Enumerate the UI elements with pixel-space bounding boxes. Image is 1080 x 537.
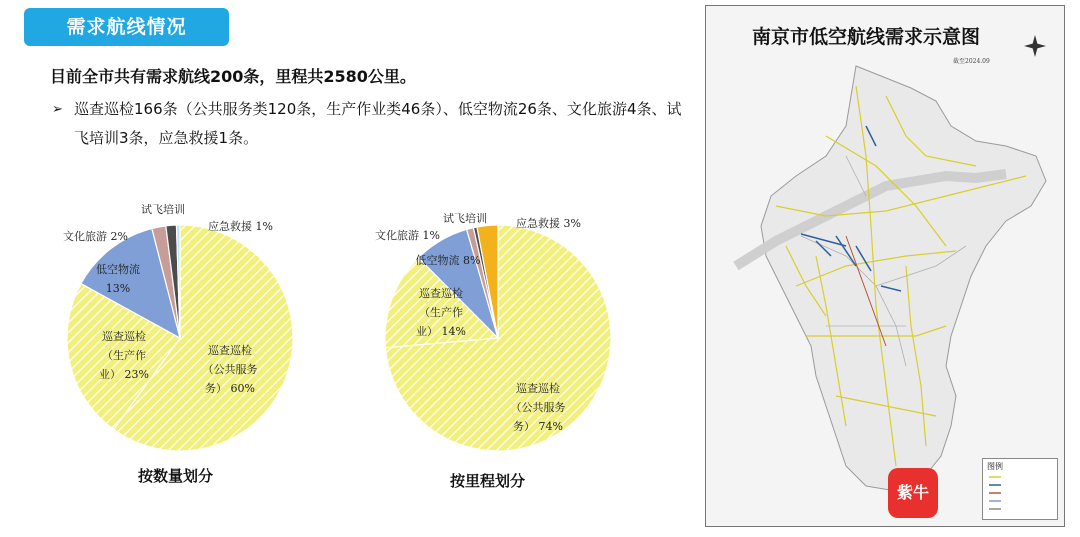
- map-legend-swatches: [983, 459, 1057, 519]
- pie-caption-mileage: 按里程划分: [450, 472, 526, 490]
- pie-label-5: 应急救援 3%: [516, 217, 581, 230]
- section-title: 需求航线情况: [66, 16, 187, 38]
- pie-label-3: 文化旅游 2%: [63, 230, 128, 243]
- pie-chart-count-wrap: [20, 192, 320, 461]
- pie-label-3: 文化旅游 1%: [375, 229, 440, 242]
- map-panel: [705, 5, 1065, 527]
- section-title-tab: [24, 8, 229, 46]
- map-legend: [982, 458, 1058, 520]
- pie-label-4: 试飞培训: [141, 203, 185, 216]
- map-date: 截至2024.09: [953, 58, 990, 65]
- pie-label-0: 巡查巡检（公共服务务） 74%: [510, 382, 566, 433]
- pie-chart-count: [20, 192, 320, 457]
- bullet-arrow-icon: ➢: [52, 102, 63, 117]
- pie-label-2: 低空物流 13%: [96, 263, 140, 295]
- pie-label-4: 试飞培训: [443, 212, 487, 225]
- pie-caption-count: 按数量划分: [138, 467, 214, 485]
- pie-label-1: 巡查巡检（生产作业） 23%: [99, 330, 149, 381]
- map-title: 南京市低空航线需求示意图: [751, 26, 980, 48]
- brand-logo-text: 紫牛: [896, 483, 929, 502]
- pie-chart-mileage: [358, 192, 658, 457]
- pie-chart-mileage-wrap: [358, 192, 658, 461]
- pie-label-1: 巡查巡检（生产作业） 14%: [416, 287, 466, 338]
- compass-icon: [1024, 35, 1046, 57]
- map-legend-title: 图例: [987, 462, 1003, 471]
- pie-label-0: 巡查巡检（公共服务务） 60%: [202, 344, 258, 395]
- pie-label-5: 应急救援 1%: [208, 220, 273, 233]
- detail-paragraph: [52, 95, 692, 153]
- map-graphic: [706, 6, 1064, 526]
- summary-text: 目前全市共有需求航线200条，里程共2580公里。: [50, 67, 416, 86]
- detail-text: 巡查巡检166条（公共服务类120条，生产作业类46条）、低空物流26条、文化旅游4条、试飞培训3条，应急救援1条。: [74, 100, 682, 147]
- brand-logo: [888, 468, 938, 518]
- pie-label-2: 低空物流 8%: [415, 254, 481, 267]
